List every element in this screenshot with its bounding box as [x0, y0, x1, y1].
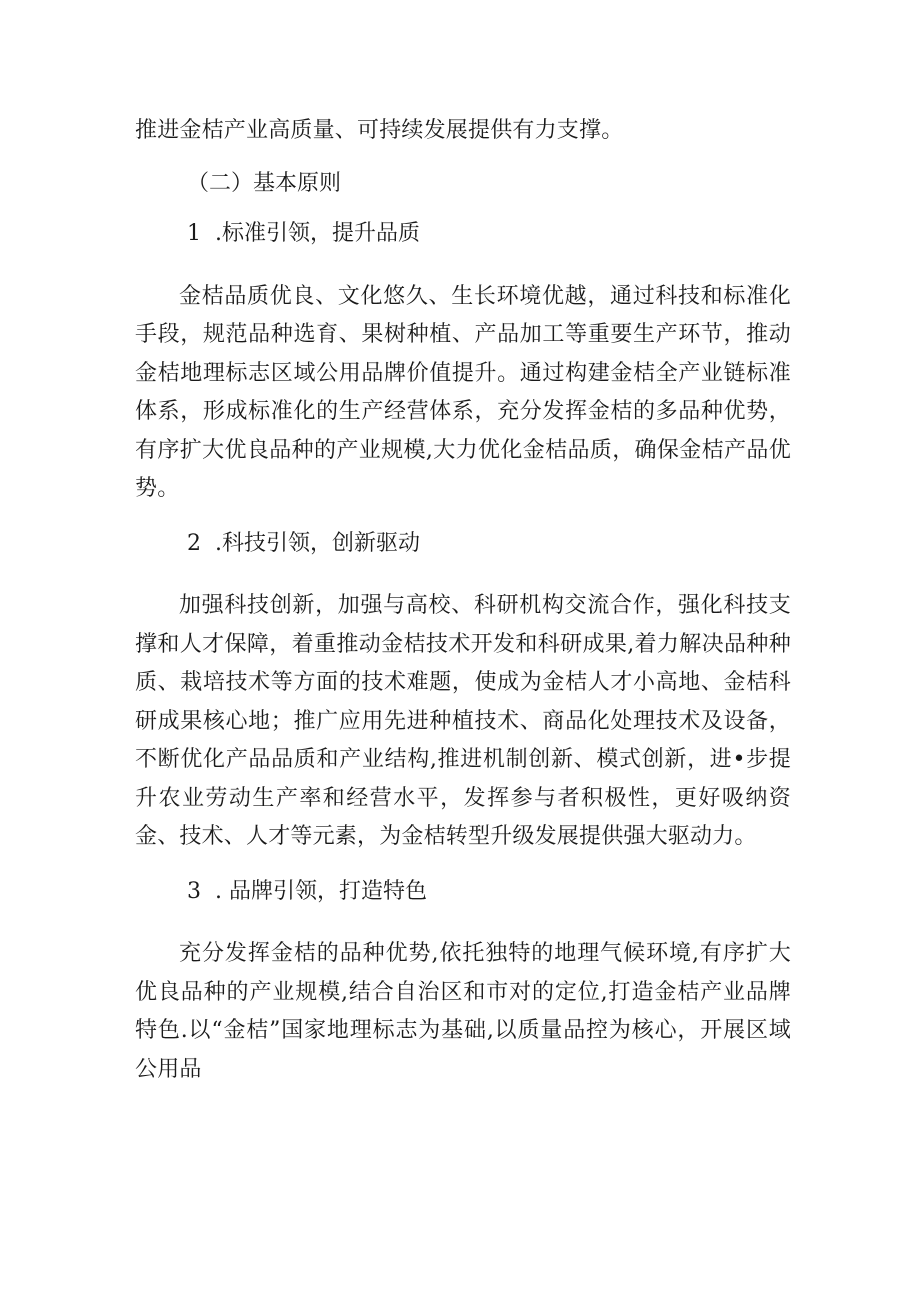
document-page — [135, 112, 791, 1089]
principle-2-body: 加强科技创新，加强与高校、科研机构交流合作，强化科技支撑和人才保障，着重推动金桔技术开发和科研成果,着力解决品种种质、栽培技术等方面的技术难题，使成为金桔人才小高地、金桔科研成果核心地；推广应用先进种植技术、商品化处理技术及设备，不断优化产品品质和产业结构,推进机制创新、模式创新，进•步提升农业劳动生产率和经营水平，发挥参与者积极性，更好吸纳资金、技术、人才等元素，为金桔转型升级发展提供强大驱动力。 — [135, 593, 791, 849]
principle-3-number: 3 — [187, 878, 201, 904]
principle-1-number: 1 — [187, 221, 201, 246]
principle-3-heading — [135, 873, 791, 912]
principle-2-heading — [135, 525, 791, 564]
principle-3-title: . 品牌引领，打造特色 — [215, 878, 427, 904]
principle-1-title: .标准引领，提升品质 — [215, 221, 420, 246]
principle-1-heading — [135, 215, 791, 254]
principle-2-number: 2 — [187, 530, 201, 556]
lead-paragraph: 推进金桔产业高质量、可持续发展提供有力支撑。 — [135, 118, 624, 143]
section-heading: （二）基本原则 — [187, 170, 342, 196]
principle-3-body: 充分发挥金桔的品种优势,依托独特的地理气候环境,有序扩大优良品种的产业规模,结合自治区和市对的定位,打造金桔产业品牌特色.以“金桔”国家地理标志为基础,以质量品控为核心，开展区域公用品 — [135, 941, 791, 1082]
principle-2-title: .科技引领，创新驱动 — [215, 530, 420, 556]
principle-1-body: 金桔品质优良、文化悠久、生长环境优越，通过科技和标准化手段，规范品种选育、果树种植、产品加工等重要生产环节，推动金桔地理标志区域公用品牌价值提升。通过构建金桔全产业链标准体系，形成标准化的生产经营体系，充分发挥金桔的多品种优势，有序扩大优良品种的产业规模,大力优化金桔品质，确保金桔产品优势。 — [135, 283, 791, 501]
